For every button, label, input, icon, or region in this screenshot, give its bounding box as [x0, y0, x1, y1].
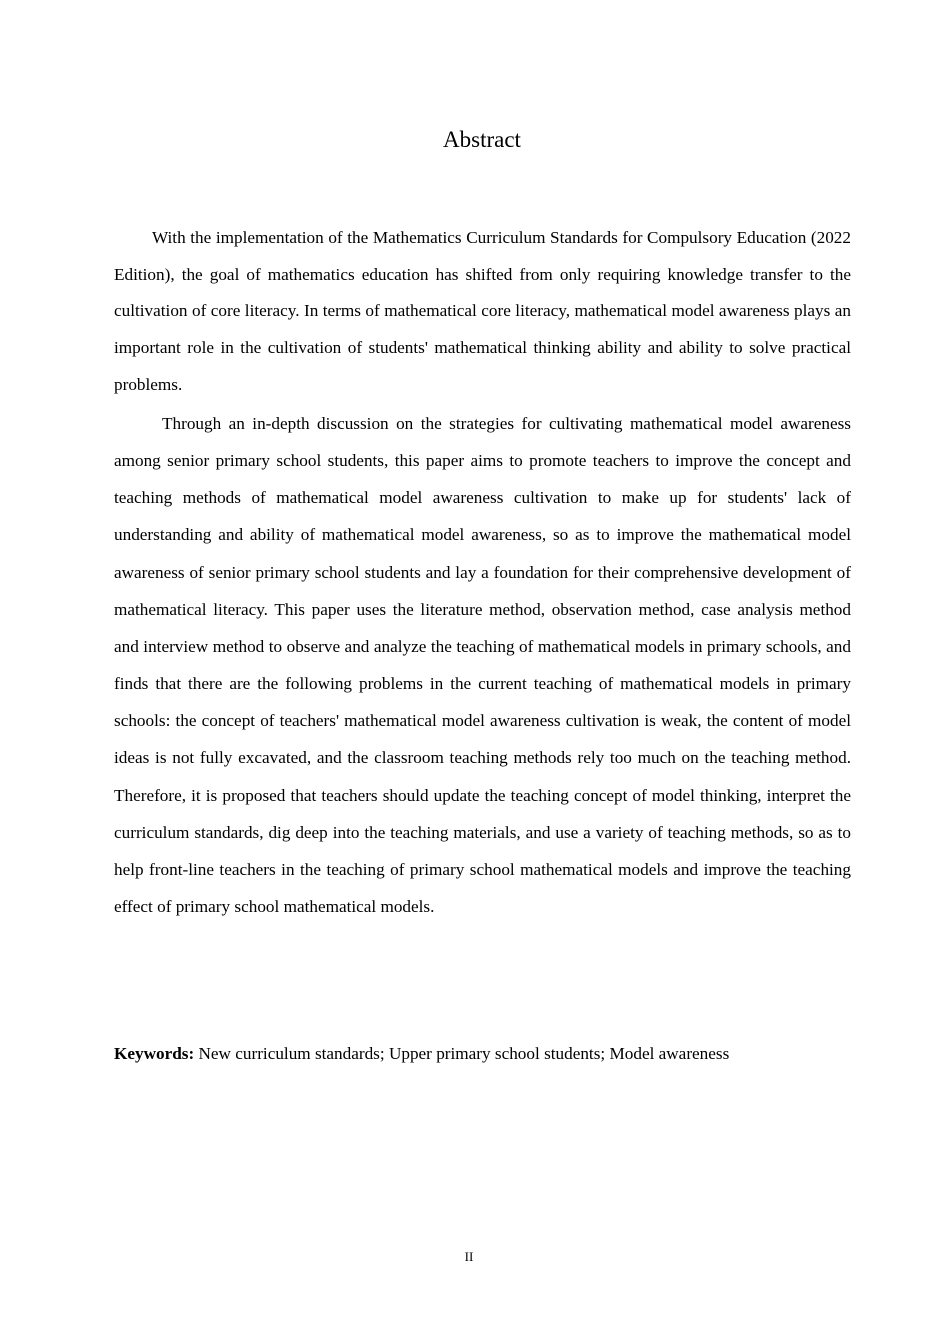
keywords-text: New curriculum standards; Upper primary school students; Model awareness — [198, 1044, 730, 1063]
keywords-label: Keywords: — [114, 1044, 195, 1063]
abstract-title: Abstract — [443, 127, 521, 152]
page-number: II — [464, 1249, 474, 1264]
abstract-paragraph-2: Through an in-depth discussion on the strategies for cultivating mathematical model awareness among senior primary school students, this paper aims to promote teachers to improve the concept and teaching methods of mathematical model awareness cultivation to make up for students' lack of understanding and ability of mathematical model awareness, so as to improve the mathematical model awareness of senior primary school students and lay a foundation for their comprehensive development of mathematical literacy. This paper uses the literature method, observation method, case analysis method and interview method to observe and analyze the teaching of mathematical models in primary schools, and finds that there are the following problems in the current teaching of mathematical models in primary schools: the concept of teachers' mathematical model awareness cultivation is weak, the content of model ideas is not fully excavated, and the classroom teaching methods rely too much on the teaching method. Therefore, it is proposed that teachers should update the teaching concept of model thinking, interpret the curriculum standards, dig deep into the teaching materials, and use a variety of teaching methods, so as to help front-line teachers in the teaching of primary school mathematical models and improve the teaching effect of primary school mathematical models. — [114, 414, 851, 917]
keywords-line — [114, 1039, 851, 1069]
abstract-paragraph-1: With the implementation of the Mathematics Curriculum Standards for Compulsory Education (2022 Edition), the goal of mathematics education has shifted from only requiring knowledge transfer to the cultivation of core literacy. In terms of mathematical core literacy, mathematical model awareness plays an important role in the cultivation of students' mathematical thinking ability and ability to solve practical problems. — [114, 228, 851, 394]
